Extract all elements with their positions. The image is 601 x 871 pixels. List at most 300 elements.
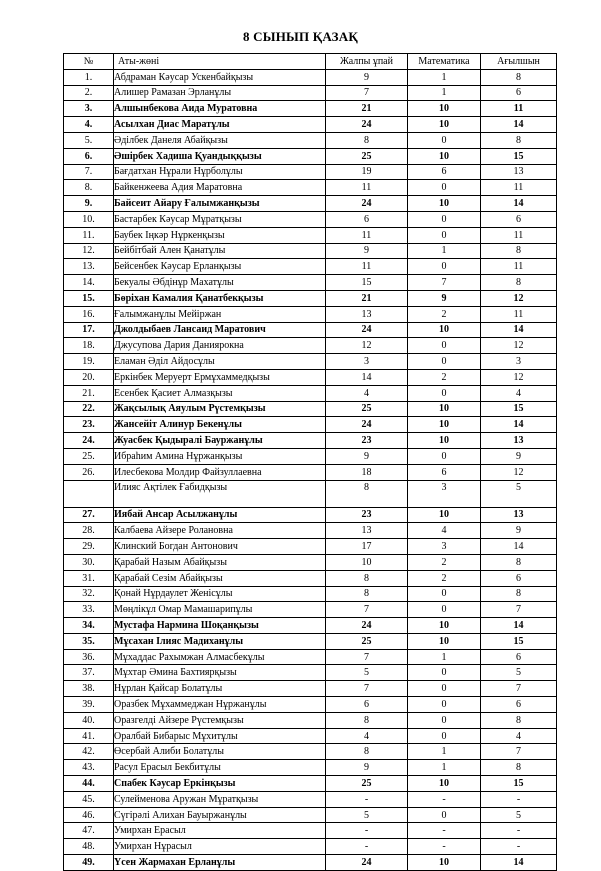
english-score: 8 xyxy=(481,243,557,259)
english-score: 8 xyxy=(481,132,557,148)
english-score: - xyxy=(481,791,557,807)
english-score: 14 xyxy=(481,539,557,555)
total-score: 5 xyxy=(326,665,408,681)
english-score: 8 xyxy=(481,586,557,602)
row-number: 12. xyxy=(64,243,114,259)
student-name: Байсеит Айару Ғалымжанқызы xyxy=(114,196,326,212)
math-score: 0 xyxy=(408,211,481,227)
row-number: 8. xyxy=(64,180,114,196)
row-number: 6. xyxy=(64,148,114,164)
total-score: 24 xyxy=(326,196,408,212)
student-name: Оразбек Мұхаммеджан Нұржанұлы xyxy=(114,697,326,713)
table-row xyxy=(64,322,557,338)
row-number: 42. xyxy=(64,744,114,760)
english-score: 13 xyxy=(481,164,557,180)
total-score: 21 xyxy=(326,290,408,306)
total-score: 23 xyxy=(326,507,408,523)
table-row xyxy=(64,480,557,507)
table-row xyxy=(64,776,557,792)
total-score: 5 xyxy=(326,807,408,823)
math-score: 2 xyxy=(408,306,481,322)
math-score: 10 xyxy=(408,148,481,164)
total-score: 25 xyxy=(326,633,408,649)
student-name: Джусупова Дария Даниярокна xyxy=(114,338,326,354)
math-score: 1 xyxy=(408,744,481,760)
row-number: 45. xyxy=(64,791,114,807)
english-score: 14 xyxy=(481,417,557,433)
table-row xyxy=(64,290,557,306)
total-score: 23 xyxy=(326,433,408,449)
english-score: 6 xyxy=(481,649,557,665)
total-score: 6 xyxy=(326,211,408,227)
row-number: 47. xyxy=(64,823,114,839)
math-score: 10 xyxy=(408,855,481,871)
table-row xyxy=(64,101,557,117)
student-name: Сулейменова Аружан Мұратқызы xyxy=(114,791,326,807)
row-number: 27. xyxy=(64,507,114,523)
table-row xyxy=(64,259,557,275)
total-score: 13 xyxy=(326,523,408,539)
total-score: - xyxy=(326,791,408,807)
page-title: 8 СЫНЫП ҚАЗАҚ xyxy=(243,29,358,44)
total-score: 25 xyxy=(326,148,408,164)
table-row xyxy=(64,464,557,480)
total-score: 4 xyxy=(326,385,408,401)
table-row xyxy=(64,69,557,85)
english-score: 13 xyxy=(481,507,557,523)
student-name: Алишер Рамазан Эрланұлы xyxy=(114,85,326,101)
total-score: 19 xyxy=(326,164,408,180)
row-number xyxy=(64,480,114,507)
table-row xyxy=(64,369,557,385)
table-header-row xyxy=(64,54,557,70)
row-number: 2. xyxy=(64,85,114,101)
math-score: 0 xyxy=(408,259,481,275)
student-name: Иябай Ансар Асылжанұлы xyxy=(114,507,326,523)
total-score: 6 xyxy=(326,697,408,713)
row-number: 23. xyxy=(64,417,114,433)
table-row xyxy=(64,712,557,728)
total-score: 8 xyxy=(326,744,408,760)
total-score: 9 xyxy=(326,448,408,464)
table-row xyxy=(64,306,557,322)
row-number: 39. xyxy=(64,697,114,713)
row-number: 29. xyxy=(64,539,114,555)
total-score: 7 xyxy=(326,681,408,697)
table-row xyxy=(64,433,557,449)
table-row xyxy=(64,85,557,101)
student-name: Өсербай Алиби Болатұлы xyxy=(114,744,326,760)
header-math: Математика xyxy=(408,54,481,70)
table-row xyxy=(64,744,557,760)
math-score: 0 xyxy=(408,180,481,196)
results-table xyxy=(63,53,557,871)
english-score: 8 xyxy=(481,69,557,85)
math-score: 1 xyxy=(408,649,481,665)
student-name: Бейбітбай Ален Қанатұлы xyxy=(114,243,326,259)
student-name: Қарабай Назым Абайқызы xyxy=(114,554,326,570)
table-row xyxy=(64,338,557,354)
row-number: 44. xyxy=(64,776,114,792)
english-score: 12 xyxy=(481,290,557,306)
math-score: 10 xyxy=(408,196,481,212)
math-score: 0 xyxy=(408,448,481,464)
row-number: 11. xyxy=(64,227,114,243)
row-number: 24. xyxy=(64,433,114,449)
english-score: 9 xyxy=(481,448,557,464)
total-score: 24 xyxy=(326,417,408,433)
student-name: Мұхаддас Рахымжан Алмасбекұлы xyxy=(114,649,326,665)
table-row xyxy=(64,401,557,417)
row-number: 18. xyxy=(64,338,114,354)
math-score: 10 xyxy=(408,776,481,792)
english-score: 12 xyxy=(481,464,557,480)
header-total: Жалпы ұпай xyxy=(326,54,408,70)
total-score: 7 xyxy=(326,602,408,618)
math-score: 0 xyxy=(408,132,481,148)
row-number: 46. xyxy=(64,807,114,823)
student-name: Оралбай Бибарыс Мұхитұлы xyxy=(114,728,326,744)
table-row xyxy=(64,539,557,555)
row-number: 7. xyxy=(64,164,114,180)
student-name: Джолдыбаев Лансаид Маратович xyxy=(114,322,326,338)
english-score: 8 xyxy=(481,760,557,776)
table-row xyxy=(64,681,557,697)
student-name: Үсен Жармахан Ерланұлы xyxy=(114,855,326,871)
math-score: 3 xyxy=(408,480,481,507)
student-name: Абдраман Кәусар Ускенбайқызы xyxy=(114,69,326,85)
english-score: 14 xyxy=(481,196,557,212)
english-score: 14 xyxy=(481,117,557,133)
student-name: Илияс Ақтілек Ғабидқызы xyxy=(114,480,326,507)
total-score: 8 xyxy=(326,570,408,586)
row-number: 28. xyxy=(64,523,114,539)
student-name: Әшірбек Хадиша Қуандыққызы xyxy=(114,148,326,164)
english-score: - xyxy=(481,823,557,839)
row-number: 49. xyxy=(64,855,114,871)
total-score: 11 xyxy=(326,180,408,196)
student-name: Мұхтар Әмина Бахтиярқызы xyxy=(114,665,326,681)
math-score: - xyxy=(408,823,481,839)
table-row xyxy=(64,180,557,196)
math-score: 0 xyxy=(408,665,481,681)
table-row xyxy=(64,649,557,665)
math-score: 10 xyxy=(408,507,481,523)
student-name: Қарабай Сезім Абайқызы xyxy=(114,570,326,586)
math-score: 10 xyxy=(408,322,481,338)
total-score: 4 xyxy=(326,728,408,744)
math-score: 2 xyxy=(408,369,481,385)
table-row xyxy=(64,117,557,133)
math-score: 0 xyxy=(408,338,481,354)
english-score: 15 xyxy=(481,776,557,792)
math-score: 10 xyxy=(408,618,481,634)
table-row xyxy=(64,586,557,602)
english-score: 4 xyxy=(481,385,557,401)
total-score: 11 xyxy=(326,259,408,275)
row-number: 4. xyxy=(64,117,114,133)
table-row xyxy=(64,570,557,586)
table-row xyxy=(64,227,557,243)
table-row xyxy=(64,523,557,539)
total-score: 7 xyxy=(326,85,408,101)
math-score: 0 xyxy=(408,712,481,728)
total-score: 24 xyxy=(326,322,408,338)
english-score: 4 xyxy=(481,728,557,744)
table-row xyxy=(64,760,557,776)
header-number: № xyxy=(64,54,114,70)
english-score: 12 xyxy=(481,369,557,385)
english-score: 11 xyxy=(481,101,557,117)
total-score: - xyxy=(326,823,408,839)
student-name: Илесбекова Молдир Файзуллаевна xyxy=(114,464,326,480)
row-number: 48. xyxy=(64,839,114,855)
row-number: 10. xyxy=(64,211,114,227)
student-name: Калбаева Айзере Ролановна xyxy=(114,523,326,539)
student-name: Нұрлан Қайсар Болатұлы xyxy=(114,681,326,697)
student-name: Умирхан Ерасыл xyxy=(114,823,326,839)
student-name: Бейсенбек Кәусар Ерланқызы xyxy=(114,259,326,275)
total-score: 9 xyxy=(326,69,408,85)
student-name: Бөріхан Камалия Қанатбекқызы xyxy=(114,290,326,306)
row-number: 14. xyxy=(64,275,114,291)
student-name: Умирхан Нұрасыл xyxy=(114,839,326,855)
row-number: 43. xyxy=(64,760,114,776)
row-number: 9. xyxy=(64,196,114,212)
table-row xyxy=(64,602,557,618)
total-score: 8 xyxy=(326,132,408,148)
total-score: 14 xyxy=(326,369,408,385)
row-number: 30. xyxy=(64,554,114,570)
table-row xyxy=(64,417,557,433)
table-row xyxy=(64,275,557,291)
math-score: 0 xyxy=(408,602,481,618)
english-score: 15 xyxy=(481,401,557,417)
table-row xyxy=(64,507,557,523)
english-score: 15 xyxy=(481,633,557,649)
total-score: 13 xyxy=(326,306,408,322)
math-score: 1 xyxy=(408,85,481,101)
english-score: 15 xyxy=(481,148,557,164)
english-score: 6 xyxy=(481,85,557,101)
student-name: Оразгелді Айзере Рүстемқызы xyxy=(114,712,326,728)
student-name: Есенбек Қасиет Алмазқызы xyxy=(114,385,326,401)
student-name: Ғалымжанұлы Мейіржан xyxy=(114,306,326,322)
english-score: 6 xyxy=(481,570,557,586)
student-name: Байкенжеева Адия Маратовна xyxy=(114,180,326,196)
english-score: 11 xyxy=(481,259,557,275)
math-score: 4 xyxy=(408,523,481,539)
table-row xyxy=(64,633,557,649)
total-score: 8 xyxy=(326,586,408,602)
english-score: 14 xyxy=(481,322,557,338)
student-name: Расул Ерасыл Бекбитұлы xyxy=(114,760,326,776)
row-number: 19. xyxy=(64,354,114,370)
math-score: - xyxy=(408,791,481,807)
math-score: 1 xyxy=(408,243,481,259)
english-score: 8 xyxy=(481,712,557,728)
english-score: 9 xyxy=(481,523,557,539)
row-number: 32. xyxy=(64,586,114,602)
english-score: 14 xyxy=(481,618,557,634)
table-row xyxy=(64,164,557,180)
english-score: 8 xyxy=(481,554,557,570)
math-score: 2 xyxy=(408,570,481,586)
english-score: 13 xyxy=(481,433,557,449)
table-row xyxy=(64,385,557,401)
english-score: 11 xyxy=(481,306,557,322)
header-name: Аты-жөні xyxy=(114,54,326,70)
total-score: 12 xyxy=(326,338,408,354)
table-row xyxy=(64,665,557,681)
student-name: Баубек Іңкәр Нұркенқызы xyxy=(114,227,326,243)
row-number: 16. xyxy=(64,306,114,322)
table-row xyxy=(64,448,557,464)
english-score: 12 xyxy=(481,338,557,354)
total-score: 24 xyxy=(326,117,408,133)
total-score: 7 xyxy=(326,649,408,665)
student-name: Мөңлікұл Омар Мамашарипұлы xyxy=(114,602,326,618)
table-row xyxy=(64,132,557,148)
student-name: Жақсылық Аяулым Рүстемқызы xyxy=(114,401,326,417)
english-score: 5 xyxy=(481,807,557,823)
english-score: 3 xyxy=(481,354,557,370)
total-score: 25 xyxy=(326,401,408,417)
table-row xyxy=(64,211,557,227)
table-row xyxy=(64,823,557,839)
math-score: 0 xyxy=(408,586,481,602)
row-number: 34. xyxy=(64,618,114,634)
row-number: 22. xyxy=(64,401,114,417)
student-name: Мустафа Нармина Шоқанқызы xyxy=(114,618,326,634)
total-score: 3 xyxy=(326,354,408,370)
row-number: 17. xyxy=(64,322,114,338)
english-score: 14 xyxy=(481,855,557,871)
total-score: 24 xyxy=(326,855,408,871)
row-number: 1. xyxy=(64,69,114,85)
student-name: Асылхан Диас Маратұлы xyxy=(114,117,326,133)
total-score: 11 xyxy=(326,227,408,243)
total-score: 24 xyxy=(326,618,408,634)
total-score: - xyxy=(326,839,408,855)
student-name: Жансейіт Алинур Бекенұлы xyxy=(114,417,326,433)
row-number: 41. xyxy=(64,728,114,744)
math-score: 0 xyxy=(408,807,481,823)
total-score: 10 xyxy=(326,554,408,570)
student-name: Спабек Кәусар Еркінқызы xyxy=(114,776,326,792)
math-score: 0 xyxy=(408,385,481,401)
math-score: 6 xyxy=(408,464,481,480)
math-score: 3 xyxy=(408,539,481,555)
table-row xyxy=(64,618,557,634)
math-score: 0 xyxy=(408,728,481,744)
row-number: 33. xyxy=(64,602,114,618)
total-score: 8 xyxy=(326,480,408,507)
total-score: 18 xyxy=(326,464,408,480)
english-score: 5 xyxy=(481,665,557,681)
table-row xyxy=(64,243,557,259)
total-score: 9 xyxy=(326,243,408,259)
table-row xyxy=(64,148,557,164)
student-name: Еркінбек Меруерт Ермұхаммедқызы xyxy=(114,369,326,385)
student-name: Жуасбек Қыдыралі Бауржанұлы xyxy=(114,433,326,449)
english-score: 7 xyxy=(481,681,557,697)
table-row xyxy=(64,354,557,370)
table-row xyxy=(64,728,557,744)
math-score: 1 xyxy=(408,69,481,85)
total-score: 25 xyxy=(326,776,408,792)
english-score: - xyxy=(481,839,557,855)
math-score: 0 xyxy=(408,227,481,243)
row-number: 37. xyxy=(64,665,114,681)
table-row xyxy=(64,839,557,855)
total-score: 17 xyxy=(326,539,408,555)
table-row xyxy=(64,697,557,713)
student-name: Бағдатхан Нұрали Нұрболұлы xyxy=(114,164,326,180)
math-score: 0 xyxy=(408,681,481,697)
student-name: Мұсахан Ілияс Мадиханұлы xyxy=(114,633,326,649)
student-name: Алшынбекова Аида Муратовна xyxy=(114,101,326,117)
math-score: 10 xyxy=(408,117,481,133)
student-name: Клинский Богдан Антонович xyxy=(114,539,326,555)
row-number: 36. xyxy=(64,649,114,665)
english-score: 7 xyxy=(481,744,557,760)
english-score: 7 xyxy=(481,602,557,618)
math-score: - xyxy=(408,839,481,855)
row-number: 5. xyxy=(64,132,114,148)
math-score: 10 xyxy=(408,101,481,117)
row-number: 13. xyxy=(64,259,114,275)
table-row xyxy=(64,855,557,871)
table-row xyxy=(64,791,557,807)
math-score: 10 xyxy=(408,417,481,433)
math-score: 10 xyxy=(408,433,481,449)
math-score: 7 xyxy=(408,275,481,291)
student-name: Ибраһим Амина Нұржанқызы xyxy=(114,448,326,464)
student-name: Еламан Әділ Айдосұлы xyxy=(114,354,326,370)
table-row xyxy=(64,196,557,212)
english-score: 11 xyxy=(481,227,557,243)
total-score: 21 xyxy=(326,101,408,117)
math-score: 6 xyxy=(408,164,481,180)
table-row xyxy=(64,807,557,823)
student-name: Сүгірәлі Алихан Бауыржанұлы xyxy=(114,807,326,823)
table-row xyxy=(64,554,557,570)
english-score: 8 xyxy=(481,275,557,291)
row-number: 38. xyxy=(64,681,114,697)
row-number: 20. xyxy=(64,369,114,385)
header-english: Ағылшын xyxy=(481,54,557,70)
total-score: 15 xyxy=(326,275,408,291)
math-score: 10 xyxy=(408,401,481,417)
row-number: 35. xyxy=(64,633,114,649)
row-number: 26. xyxy=(64,464,114,480)
student-name: Бастарбек Кәусар Мұратқызы xyxy=(114,211,326,227)
student-name: Бекуалы Әбдінұр Махатұлы xyxy=(114,275,326,291)
total-score: 9 xyxy=(326,760,408,776)
math-score: 10 xyxy=(408,633,481,649)
row-number: 21. xyxy=(64,385,114,401)
row-number: 15. xyxy=(64,290,114,306)
row-number: 3. xyxy=(64,101,114,117)
student-name: Қонай Нұрдаулет Женісұлы xyxy=(114,586,326,602)
math-score: 0 xyxy=(408,697,481,713)
math-score: 9 xyxy=(408,290,481,306)
row-number: 31. xyxy=(64,570,114,586)
student-name: Әділбек Данеля Абайқызы xyxy=(114,132,326,148)
total-score: 8 xyxy=(326,712,408,728)
english-score: 6 xyxy=(481,697,557,713)
